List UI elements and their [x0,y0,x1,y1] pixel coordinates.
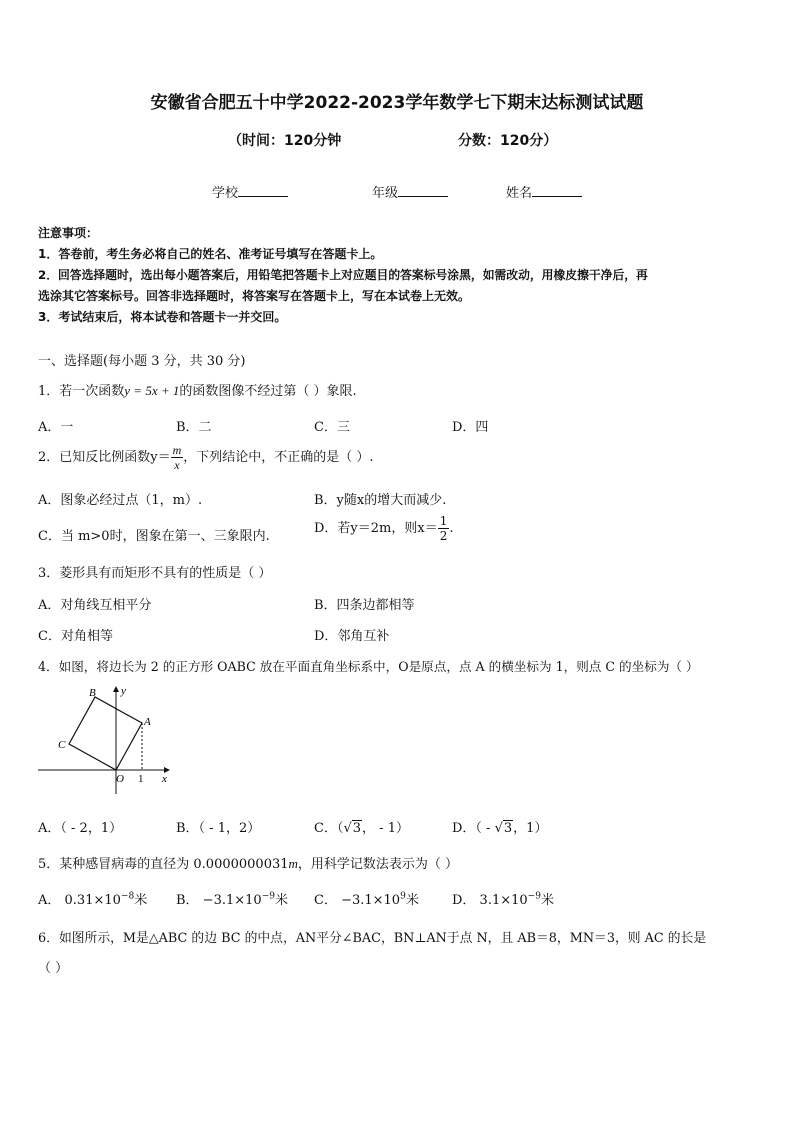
question-1 [38,380,357,399]
q2-d-den: 2 [439,529,448,543]
q1-option-d[interactable]: D．四 [452,420,489,435]
q1-formula: y = 5x + 1 [124,383,180,398]
q2-option-b[interactable]: B．y随x的增大而减少. [314,493,447,508]
q1-option-a[interactable]: A．一 [38,420,74,435]
q4-option-d[interactable] [452,817,547,836]
grade-label: 年级 [372,186,399,201]
q3-option-d[interactable]: D．邻角互补 [314,629,390,644]
q5-unit: m [288,856,298,871]
q2-option-d[interactable] [314,514,453,543]
label-o: O [116,773,124,785]
q5-option-c[interactable] [314,889,419,908]
label-c: C [58,739,66,751]
q4-c-radicand: 3 [352,821,362,836]
q5-option-b[interactable] [176,889,288,908]
q5-option-d[interactable] [452,889,554,908]
q4-d-sqrt: √3 [494,821,513,836]
q2-d-post: . [449,521,454,536]
q5-option-a[interactable] [38,889,147,908]
question-6: 6．如图所示，M是△ABC 的边 BC 的中点，AN平分∠BAC，BN⊥AN于点 N，且 AB＝8，MN＝3，则 AC 的长是 [38,931,707,946]
section-heading: 一、选择题(每小题 3 分，共 30 分) [38,354,246,369]
q5-b-exp: −9 [261,891,275,902]
q4-d-post: ，1） [513,821,548,836]
q4-c-sqrt: √3 [343,821,362,836]
q2-option-c[interactable]: C．当 m>0时，图象在第一、三象限内. [38,529,270,544]
question-5 [38,853,458,872]
notice-item-2b: 选涂其它答案标号。回答非选择题时，将答案写在答题卡上，写在本试卷上无效。 [38,289,471,303]
page-title: 安徽省合肥五十中学2022-2023学年数学七下期末达标测试试题 [150,93,644,113]
q4-option-a[interactable]: A．（ - 2，1） [38,821,123,836]
school-label: 学校 [212,186,239,201]
q2-frac-num: m [172,443,182,457]
name-label: 姓名 [506,186,533,201]
notice-item-1: 1．答卷前，考生务必将自己的姓名、准考证号填写在答题卡上。 [38,247,383,261]
q4-c-post: ， - 1） [362,821,409,836]
grade-field [372,182,448,201]
q3-option-b[interactable]: B．四条边都相等 [314,598,415,613]
square-oabc [69,697,142,770]
grade-blank[interactable] [398,184,448,197]
q2-frac-den: x [174,458,180,472]
q2-option-a[interactable]: A．图象必经过点（1，m）. [38,493,203,508]
notice-item-2a: 2．回答选择题时，选出每小题答案后，用铅笔把答题卡上对应题目的答案标号涂黑，如需改动，用橡皮擦干净后，再 [38,268,648,282]
q5-d-base: D． 3.1×10 [452,893,528,908]
q4-option-c[interactable] [314,817,409,836]
q5-b-base: B． −3.1×10 [176,893,262,908]
notice-heading: 注意事项： [38,226,99,240]
notice-item-3: 3．考试结束后，将本试卷和答题卡一并交回。 [38,310,287,324]
q6-paren: （ ） [38,961,69,976]
label-b: B [89,687,96,699]
question-2 [38,443,374,472]
q2-d-num: 1 [439,514,448,528]
q4-option-b[interactable]: B．（ - 1，2） [176,821,261,836]
q2-d-pre: D．若y＝2m，则x＝ [314,521,438,536]
q5-a-base: A． 0.31×10 [38,893,121,908]
q1-post: 的函数图像不经过第（ ）象限. [179,384,357,399]
q3-option-a[interactable]: A．对角线互相平分 [38,598,152,613]
label-a: A [144,716,151,728]
label-x: x [162,773,167,785]
school-blank[interactable] [238,184,288,197]
name-field [506,182,582,201]
q5-post: ，用科学记数法表示为（ ） [297,857,459,872]
label-one: 1 [138,773,144,785]
q1-option-c[interactable]: C．三 [314,420,350,435]
q5-d-unit: 米 [540,893,554,908]
q2-pre: 2．已知反比例函数y＝ [38,450,171,465]
q3-option-c[interactable]: C．对角相等 [38,629,113,644]
label-y: y [121,685,126,697]
q4-c-pre: C．（ [314,821,344,836]
q1-option-b[interactable]: B．二 [176,420,212,435]
name-blank[interactable] [532,184,582,197]
q4-d-radicand: 3 [503,821,513,836]
q5-c-base: C． −3.1×10 [314,893,401,908]
question-4: 4．如图，将边长为 2 的正方形 OABC 放在平面直角坐标系中，O是原点，点 A 的横坐标为 1，则点 C 的坐标为（ ） [38,659,699,674]
q1-pre: 1．若一次函数 [38,384,125,399]
q5-c-unit: 米 [405,893,419,908]
q2-post: ，下列结论中，不正确的是（ ）. [183,450,374,465]
school-field [212,182,288,201]
q5-a-exp: −8 [120,891,135,902]
q5-pre: 5．某种感冒病毒的直径为 0.0000000031 [38,857,289,872]
y-axis-arrow [113,686,119,692]
q4-d-pre: D．（ - [452,821,495,836]
q2-fraction [171,443,184,472]
q5-b-unit: 米 [274,893,288,908]
q5-c-exp: 9 [400,891,406,902]
q5-d-exp: −9 [527,891,541,902]
q5-a-unit: 米 [134,893,148,908]
exam-time: （时间：120分钟 [228,133,342,149]
question-3: 3．菱形具有而矩形不具有的性质是（ ） [38,566,272,581]
q2-d-fraction [438,514,450,543]
exam-score: 分数：120分） [458,133,558,149]
q4-figure [34,682,174,800]
